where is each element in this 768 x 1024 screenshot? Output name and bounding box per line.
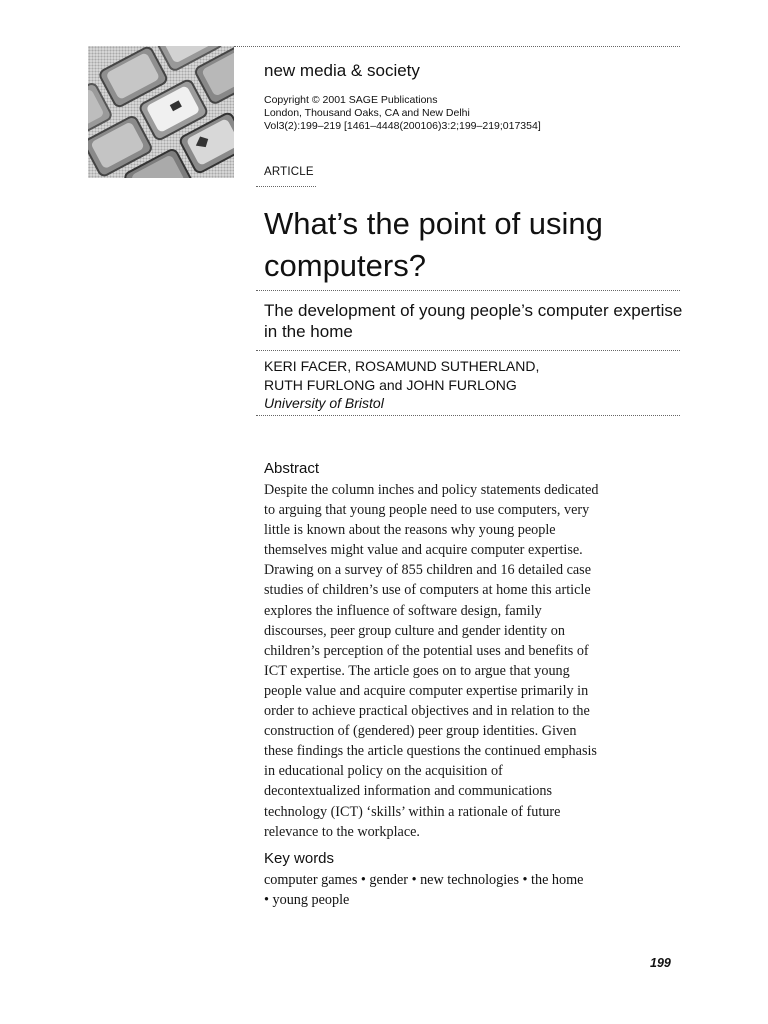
abstract-line: relevance to the workplace. xyxy=(264,823,420,840)
author-block xyxy=(264,357,684,413)
abstract-line: to arguing that young people need to use computers, very xyxy=(264,502,590,519)
article-title: What’s the point of using computers? xyxy=(264,206,603,283)
journal-name: new media & society xyxy=(264,61,420,80)
volume-info: Vol3(2):199–219 [1461–4448(200106)3:2;199–219;017354] xyxy=(264,120,541,132)
authors-rule xyxy=(256,415,680,416)
keywords-line: • young people xyxy=(264,892,350,909)
abstract-line: children’s perception of the potential uses and benefits of xyxy=(264,642,589,659)
abstract-line: Despite the column inches and policy statements dedicated xyxy=(264,482,599,498)
copyright-line: Copyright © 2001 SAGE Publications xyxy=(264,94,438,106)
abstract-line: little is known about the reasons why young people xyxy=(264,522,556,539)
article-subtitle: The development of young people’s computer expertise in the home xyxy=(264,301,683,341)
abstract-line: themselves might value and acquire computer expertise. xyxy=(264,542,583,559)
abstract-line: Drawing on a survey of 855 children and 16 detailed case xyxy=(264,562,591,579)
article-type-label: ARTICLE xyxy=(264,166,314,178)
abstract-line: ICT expertise. The article goes on to argue that young xyxy=(264,662,570,679)
authors-line-1: KERI FACER, ROSAMUND SUTHERLAND, xyxy=(264,358,540,374)
header-rule xyxy=(234,46,680,47)
keyboard-photo xyxy=(88,46,234,178)
abstract-line: explores the influence of software design, family xyxy=(264,602,542,619)
abstract-line: decontextualized information and communications xyxy=(264,783,552,800)
abstract-line: people value and acquire computer expertise primarily in xyxy=(264,682,589,699)
abstract-heading: Abstract xyxy=(264,460,320,477)
abstract-line: order to achieve practical objectives and in relation to the xyxy=(264,703,590,720)
abstract-text xyxy=(264,480,674,842)
keyboard-keys-illustration xyxy=(88,46,234,178)
abstract-line: construction of (gendered) peer group identities. Given xyxy=(264,723,577,740)
subtitle-rule xyxy=(256,350,680,351)
keywords-line: computer games • gender • new technologies • the home xyxy=(264,872,584,888)
keywords-heading: Key words xyxy=(264,850,335,867)
abstract-line: technology (ICT) ‘skills’ within a rationale of future xyxy=(264,803,561,820)
copyright-block xyxy=(264,94,541,133)
abstract-line: discourses, peer group culture and gender identity on xyxy=(264,622,565,639)
keywords-list xyxy=(264,870,684,910)
authors-line-2: RUTH FURLONG and JOHN FURLONG xyxy=(264,376,517,393)
abstract-line: in educational policy on the acquisition of xyxy=(264,763,503,780)
abstract-line: studies of children’s use of computers at home this article xyxy=(264,582,591,599)
publisher-location: London, Thousand Oaks, CA and New Delhi xyxy=(264,107,470,119)
affiliation: University of Bristol xyxy=(264,395,384,411)
page-number: 199 xyxy=(650,956,671,970)
title-rule xyxy=(256,290,680,291)
article-label-rule xyxy=(256,186,316,187)
abstract-line: these findings the article questions the continued emphasis xyxy=(264,743,597,760)
